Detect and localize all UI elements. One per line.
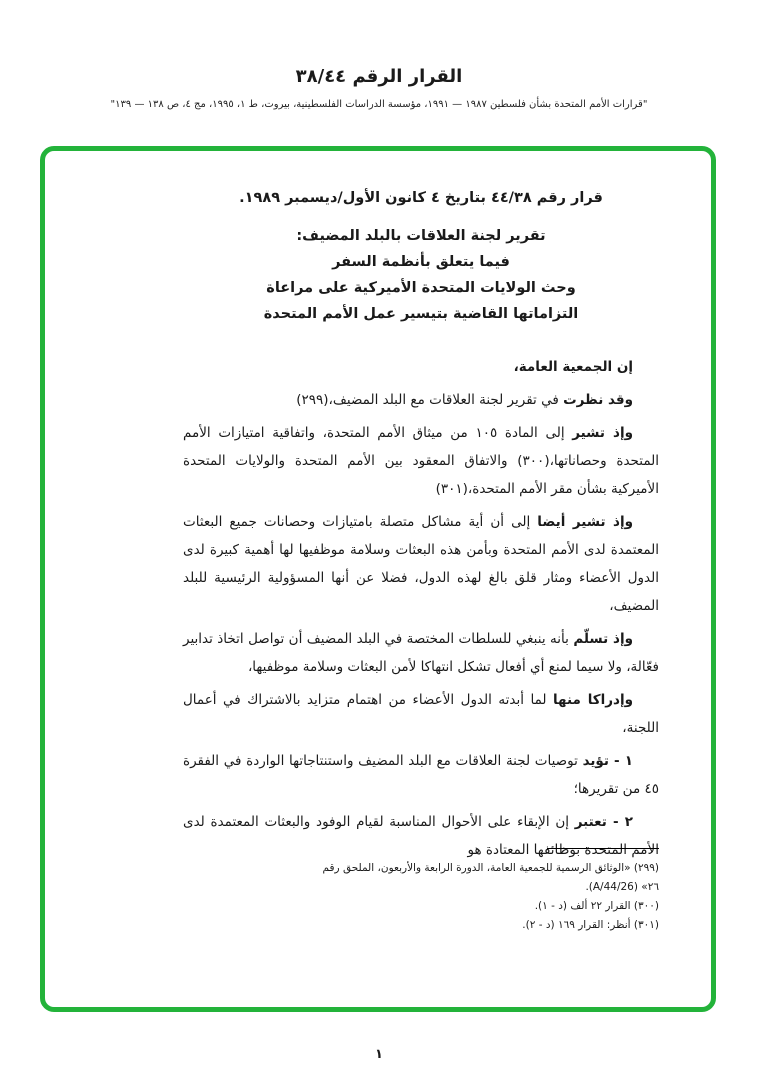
footnote-separator <box>547 848 659 849</box>
body-paragraph <box>183 386 659 414</box>
footnote-item: (٢٩٩) «الوثائق الرسمية للجمعية العامة، الدورة الرابعة والأربعون، الملحق رقم ٢٦» (A/44/26). <box>322 862 659 893</box>
resolution-title-line: تقرير لجنة العلاقات بالبلد المضيف: <box>296 228 546 244</box>
body-paragraph <box>183 353 659 381</box>
footnote-item: (٣٠١) أنظر: القرار ١٦٩ (د - ٢). <box>522 919 659 931</box>
page-header <box>0 0 758 110</box>
footnotes-section <box>303 848 659 935</box>
paragraph-text: إن الإبقاء على الأحوال المناسبة لقيام الوفود والبعثات المعتمدة لدى الأمم المتحدة بوظائفها المعتادة هو <box>183 814 659 858</box>
paragraph-text: في تقرير لجنة العلاقات مع البلد المضيف،(٢٩٩) <box>296 392 564 408</box>
resolution-box <box>40 146 716 1012</box>
paragraph-text: إلى أن أية مشاكل متصلة بامتيازات وحصانات جميع البعثات المعتمدة لدى الأمم المتحدة وبأمن هذه البعثات وسلامة موظفيها لها أهمية كبيرة لدى الدول الأعضاء ومثار قلق بالغ لهذه الدول، فضلا عن أنها المسؤولية الرئيسية للبلد المضيف، <box>183 514 659 614</box>
paragraph-text: بأنه ينبغي للسلطات المختصة في البلد المضيف أن تواصل اتخاذ تدابير فعّالة، ولا سيما لمنع أي أفعال تشكل انتهاكا لأمن البعثات وسلامة موظفيها، <box>183 631 659 675</box>
body-paragraph <box>183 508 659 620</box>
footnote-item: (٣٠٠) القرار ٢٢ ألف (د - ١). <box>534 900 659 912</box>
resolution-subtitle-line-3: التزاماتها القاضية بتيسير عمل الأمم المتحدة <box>263 306 579 322</box>
paragraph-lead: وإذ تشير <box>572 425 633 441</box>
resolution-body <box>183 353 659 864</box>
paragraph-text: إلى المادة ١٠٥ من ميثاق الأمم المتحدة، واتفاقية امتيازات الأمم المتحدة وحصاناتها،(٣٠٠) والاتفاق المعقود بين الأمم المتحدة والولايات المتحدة الأميركية بشأن مقر الأمم المتحدة،(٣٠١) <box>183 425 659 497</box>
resolution-headings <box>183 185 659 327</box>
page-number: ١ <box>375 1047 383 1062</box>
page-title: القرار الرقم ٣٨/٤٤ <box>295 66 463 87</box>
resolution-content <box>45 151 711 1007</box>
paragraph-text: توصيات لجنة العلاقات مع البلد المضيف واستنتاجاتها الواردة في الفقرة ٤٥ من تقريرها؛ <box>183 753 659 797</box>
paragraph-lead: وإدراكا منها <box>552 692 633 708</box>
resolution-subtitle-line-2: وحث الولايات المتحدة الأميركية على مراعاة <box>266 280 576 296</box>
body-paragraph <box>183 419 659 503</box>
paragraph-lead: وإذ تسلّم <box>573 631 633 647</box>
paragraph-lead: وإذ تشير أيضا <box>537 514 633 530</box>
paragraph-lead: وقد نظرت <box>563 392 633 408</box>
body-paragraph <box>183 747 659 803</box>
body-paragraph <box>183 625 659 681</box>
resolution-number-line: قرار رقم ٤٤/٣٨ بتاريخ ٤ كانون الأول/ديسمبر ١٩٨٩. <box>239 190 603 206</box>
paragraph-lead: ٢ - تعتبر <box>574 814 633 830</box>
paragraph-text: لما أبدته الدول الأعضاء من اهتمام متزايد بالاشتراك في أعمال اللجنة، <box>183 692 659 736</box>
paragraph-lead: إن الجمعية العامة، <box>513 359 633 375</box>
paragraph-lead: ١ - تؤيد <box>582 753 634 769</box>
resolution-subtitle-line-1: فيما يتعلق بأنظمة السفر <box>332 254 510 270</box>
source-citation: "قرارات الأمم المتحدة بشأن فلسطين ١٩٨٧ — ١٩٩١، مؤسسة الدراسات الفلسطينية، بيروت، ط ١، ١٩٩٥، مج ٤، ص ١٣٨ — ١٣٩" <box>110 99 648 110</box>
body-paragraph <box>183 686 659 742</box>
